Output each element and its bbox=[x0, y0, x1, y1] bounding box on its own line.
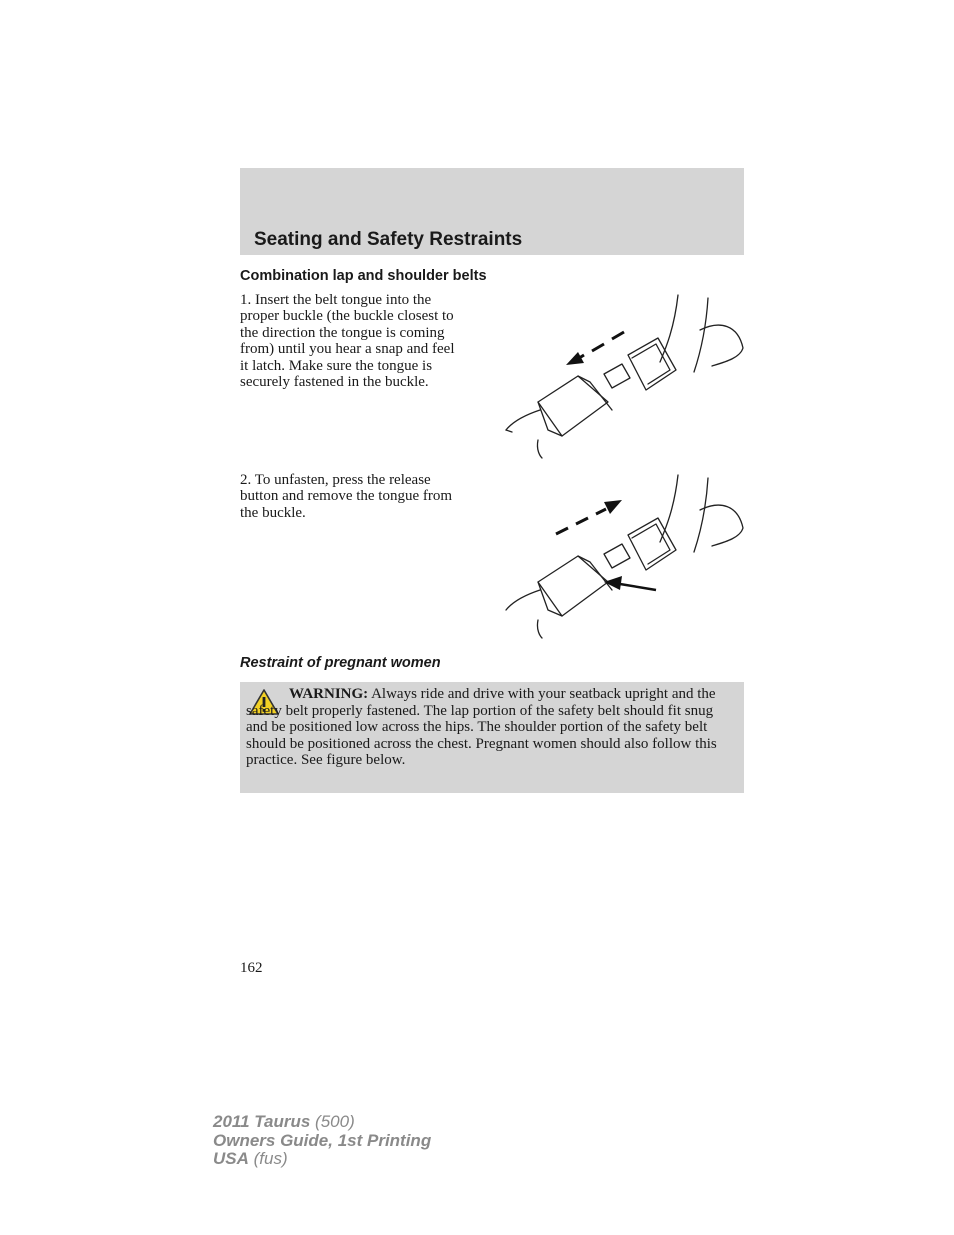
step-1-text: 1. Insert the belt tongue into the proper buckle (the buckle closest to the direction the tongue is coming from) until you hear a snap and feel it latch. Make sure the tongue is securely fastened in the buckle. bbox=[240, 292, 455, 391]
subsection-heading-pregnant: Restraint of pregnant women bbox=[240, 655, 441, 671]
warning-body: Always ride and drive with your seatback upright and the safety belt properly fastened. The lap portion of the safety belt should fit snug and be positioned low across the hips. The shoulder portion of the safety belt should be positioned across the chest. Pregnant women should also follow this practice. See figure below. bbox=[246, 686, 717, 768]
section-title: Seating and Safety Restraints bbox=[254, 229, 523, 250]
subsection-heading-belts: Combination lap and shoulder belts bbox=[240, 268, 487, 284]
footer-model: 2011 Taurus bbox=[213, 1112, 311, 1131]
buckle-release-illustration bbox=[500, 470, 750, 640]
warning-label: WARNING: bbox=[289, 686, 369, 702]
footer-model-code: (500) bbox=[310, 1112, 355, 1131]
footer-region-code: (fus) bbox=[248, 1149, 288, 1168]
buckle-insert-illustration bbox=[500, 290, 750, 460]
page-number: 162 bbox=[240, 960, 263, 976]
footer bbox=[213, 1113, 431, 1169]
footer-region: USA bbox=[213, 1149, 249, 1168]
warning-box bbox=[240, 682, 744, 793]
step-2-text: 2. To unfasten, press the release button and remove the tongue from the buckle. bbox=[240, 472, 453, 521]
footer-guide: Owners Guide, 1st Printing bbox=[213, 1130, 432, 1150]
warning-text bbox=[246, 686, 730, 769]
section-header-band bbox=[240, 168, 744, 255]
